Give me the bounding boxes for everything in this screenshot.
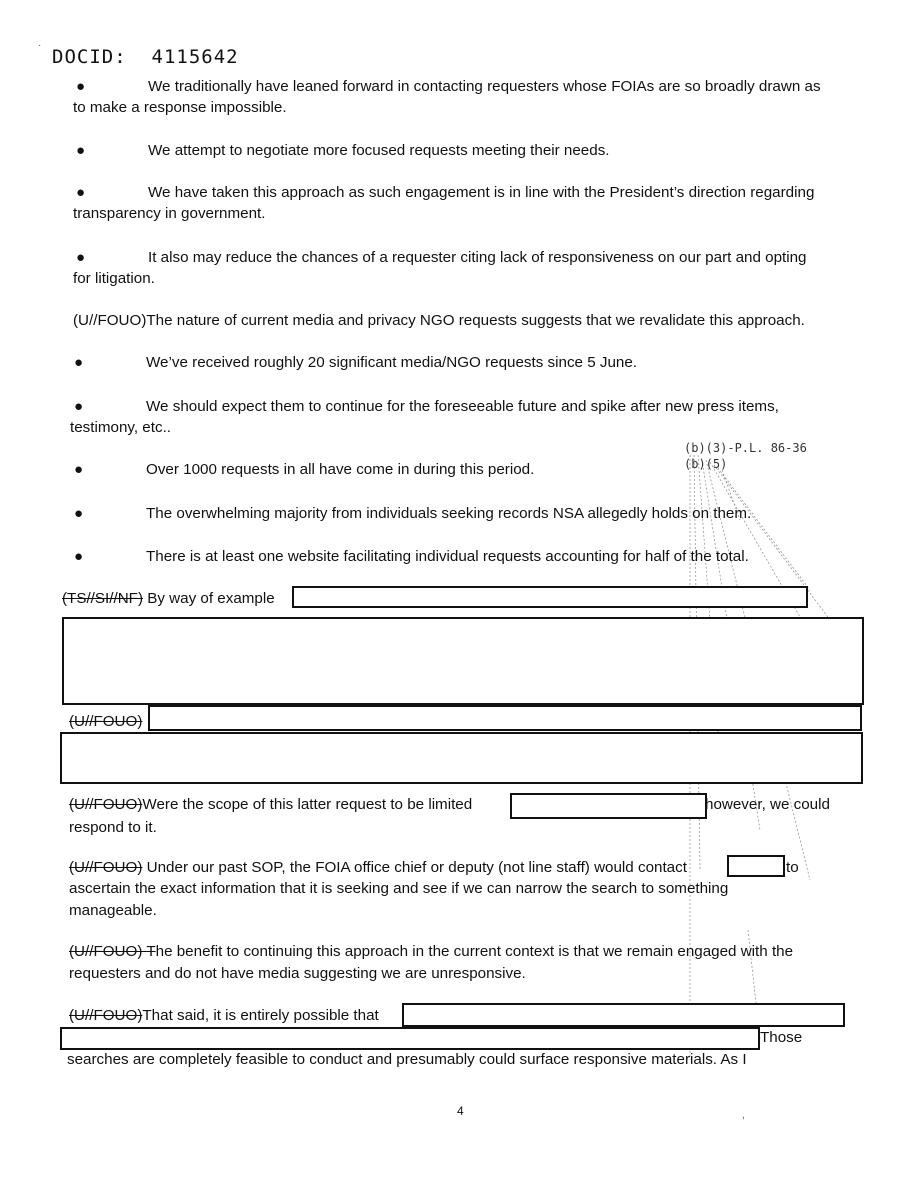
paragraph-benefit: [69, 941, 793, 962]
classification-marking: (U//FOUO) T: [69, 943, 156, 960]
bullet-icon: ●: [76, 78, 86, 95]
bullet-text: We attempt to negotiate more focused requests meeting their needs.: [148, 142, 610, 159]
docid-number: 4115642: [151, 46, 239, 68]
docid-header: [52, 46, 239, 68]
paragraph-text-continued: ascertain the exact information that it is seeking and see if we can narrow the search to something: [69, 880, 729, 897]
paragraph-sop: [69, 857, 687, 878]
paragraph-text: he benefit to continuing this approach in the current context is that we remain engaged with the: [155, 943, 794, 960]
bullet-icon: ●: [76, 142, 86, 159]
bullet-icon: ●: [76, 184, 86, 201]
bullet-icon: ●: [74, 398, 84, 415]
redaction-box: [510, 793, 707, 819]
redaction-box: [727, 855, 785, 877]
redaction-box: [60, 1027, 760, 1050]
bullet-text: We traditionally have leaned forward in contacting requesters whose FOIAs are so broadly drawn as: [148, 78, 821, 95]
classification-marking: (U//FOUO): [69, 859, 143, 876]
redaction-box: [60, 732, 863, 784]
paragraph-example: [62, 588, 275, 609]
redaction-box: [62, 617, 864, 705]
paragraph-nature: [73, 310, 805, 331]
classification-marking: (TS//SI//NF): [62, 590, 143, 607]
bullet-text: We should expect them to continue for the foreseeable future and spike after new press items,: [146, 398, 779, 415]
paragraph-text-continued: respond to it.: [69, 819, 157, 836]
bullet-text: We’ve received roughly 20 significant media/NGO requests since 5 June.: [146, 354, 638, 371]
bullet-text-continued: transparency in government.: [73, 205, 266, 222]
scan-speck: ·: [38, 40, 42, 51]
paragraph-text: The nature of current media and privacy NGO requests suggests that we revalidate this approach.: [146, 312, 805, 329]
classification-marking: (U//FOUO): [69, 796, 143, 813]
paragraph-text: By way of example: [147, 590, 275, 607]
bullet-icon: ●: [74, 461, 84, 478]
bullet-text: Over 1000 requests in all have come in during this period.: [146, 461, 535, 478]
paragraph-text: Were the scope of this latter request to be limited: [142, 796, 473, 813]
exemption-label: (b)(3)-P.L. 86-36: [684, 441, 807, 455]
paragraph-text-continued: requesters and do not have media suggesting we are unresponsive.: [69, 965, 526, 982]
classification-marking: (U//FOUO): [69, 713, 143, 730]
bullet-text-continued: to make a response impossible.: [73, 99, 287, 116]
bullet-text: There is at least one website facilitating individual requests accounting for half of the total.: [146, 548, 749, 565]
redaction-box: [402, 1003, 845, 1027]
paragraph-text: Those: [760, 1029, 803, 1046]
page-number: 4: [457, 1104, 464, 1118]
paragraph-scope: [69, 794, 472, 815]
paragraph-that-said: [69, 1005, 379, 1026]
paragraph-text-continued: manageable.: [69, 902, 157, 919]
paragraph-fouo-redacted: [69, 711, 142, 732]
bullet-text-continued: for litigation.: [73, 270, 155, 287]
paragraph-text-continued: searches are completely feasible to conduct and presumably could surface responsive materials. As I: [67, 1051, 747, 1068]
bullet-icon: ●: [76, 249, 86, 266]
paragraph-text: to: [786, 859, 799, 876]
paragraph-text: Under our past SOP, the FOIA office chief or deputy (not line staff) would contact: [146, 859, 687, 876]
bullet-text-continued: testimony, etc..: [70, 419, 172, 436]
bullet-text: The overwhelming majority from individuals seeking records NSA allegedly holds on them.: [146, 505, 752, 522]
bullet-icon: ●: [74, 505, 84, 522]
scan-speck: ,: [742, 1110, 745, 1121]
bullet-icon: ●: [74, 548, 84, 565]
paragraph-text: That said, it is entirely possible that: [142, 1007, 379, 1024]
classification-marking: (U//FOUO): [69, 1007, 143, 1024]
docid-label: DOCID:: [52, 46, 127, 68]
redaction-box: [148, 705, 862, 731]
bullet-text: We have taken this approach as such engagement is in line with the President’s direction regarding: [148, 184, 815, 201]
bullet-text: It also may reduce the chances of a requester citing lack of responsiveness on our part and opting: [148, 249, 807, 266]
paragraph-text: however, we could: [705, 796, 830, 813]
bullet-icon: ●: [74, 354, 84, 371]
redaction-box: [292, 586, 808, 608]
exemption-label: (b)(5): [684, 457, 728, 471]
classification-marking: (U//FOUO): [73, 312, 147, 329]
